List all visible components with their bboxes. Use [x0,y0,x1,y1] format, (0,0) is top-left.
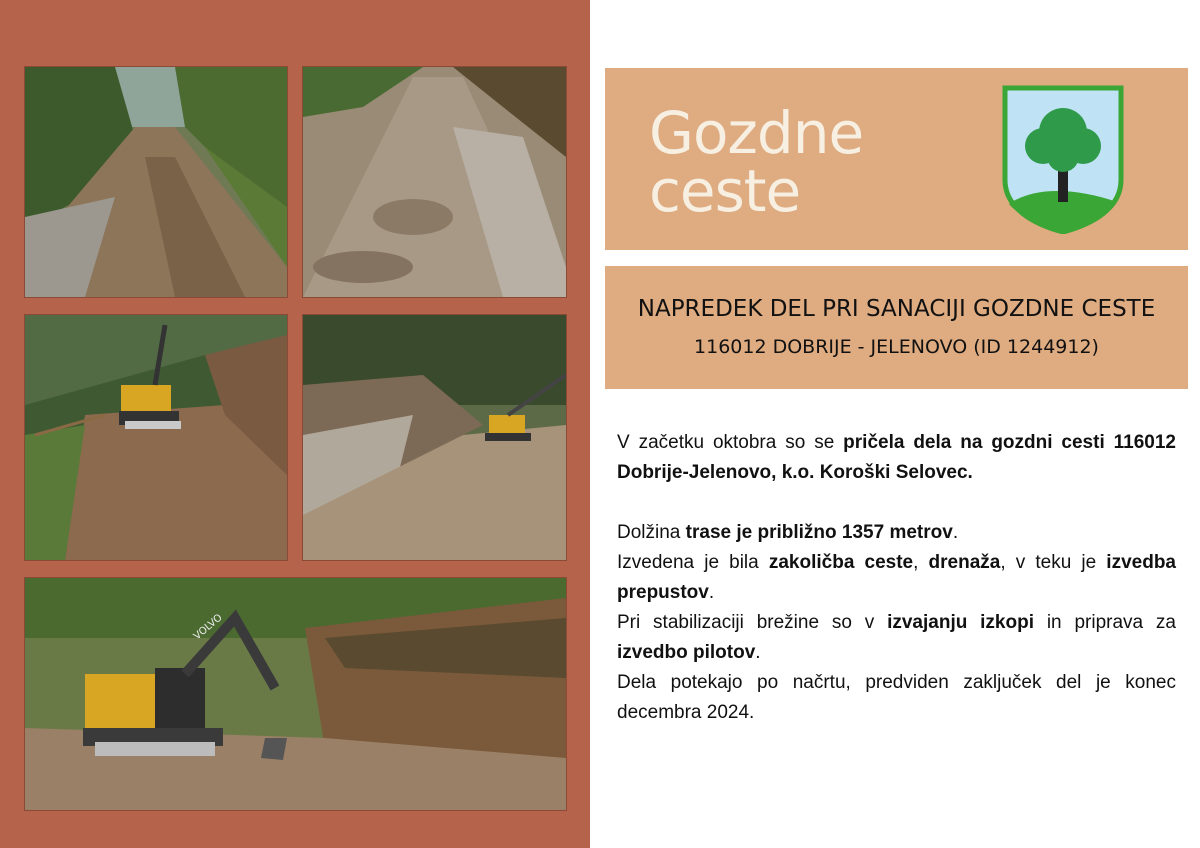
text-span: , [913,552,929,573]
text-span: Dela potekajo po načrtu, predviden zaključek del je konec decembra 2024. [617,672,1176,723]
bold-span: izvedba prepustov [617,552,1176,603]
bold-span: izvedbo pilotov [617,642,756,663]
photo-slope-excavator [302,314,567,561]
photo-volvo-excavator [24,577,567,811]
text-span: in priprava za [1034,612,1176,633]
bold-span: izvajanju izkopi [887,612,1034,633]
bold-span: pričela dela na gozdni cesti 116012 Dobrije-Jelenovo, k.o. Koroški Selovec. [617,432,1176,483]
heading-panel [605,266,1188,389]
paragraph-slope-stabilization [617,608,1176,668]
photo-forest-road-curve [24,66,288,298]
paragraph-schedule [617,668,1176,728]
photo-gravel-road [302,66,567,298]
title-line-2: ceste [649,157,801,225]
coat-of-arms-tree-icon [1001,84,1125,234]
text-span: . [952,522,959,543]
paragraph-start-of-work [617,428,1176,488]
title-panel [605,68,1188,250]
bold-span: zakoličba ceste [768,552,914,573]
excavator-brand-label: VOLVO [191,612,225,643]
text-span: , v teku je [1000,552,1107,573]
bold-span: drenaža [928,552,1001,573]
text-span: Izvedena je bila [617,552,769,573]
photo-excavator-road [24,314,288,561]
paragraph-completed-work [617,548,1176,608]
text-span: V začetku oktobra so se [617,432,844,453]
heading-line-2: 116012 DOBRIJE - JELENOVO (ID 1244912) [694,336,1099,358]
title-line-1: Gozdne [649,99,864,167]
text-span: . [708,582,715,603]
heading-line-1: NAPREDEK DEL PRI SANACIJI GOZDNE CESTE [637,296,1156,322]
body-text [617,428,1176,728]
bold-span: trase je približno 1357 metrov [685,522,953,543]
text-span: Pri stabilizaciji brežine so v [617,612,888,633]
text-span: Dolžina [617,522,686,543]
text-span: . [755,642,761,663]
paragraph-length [617,518,1176,548]
